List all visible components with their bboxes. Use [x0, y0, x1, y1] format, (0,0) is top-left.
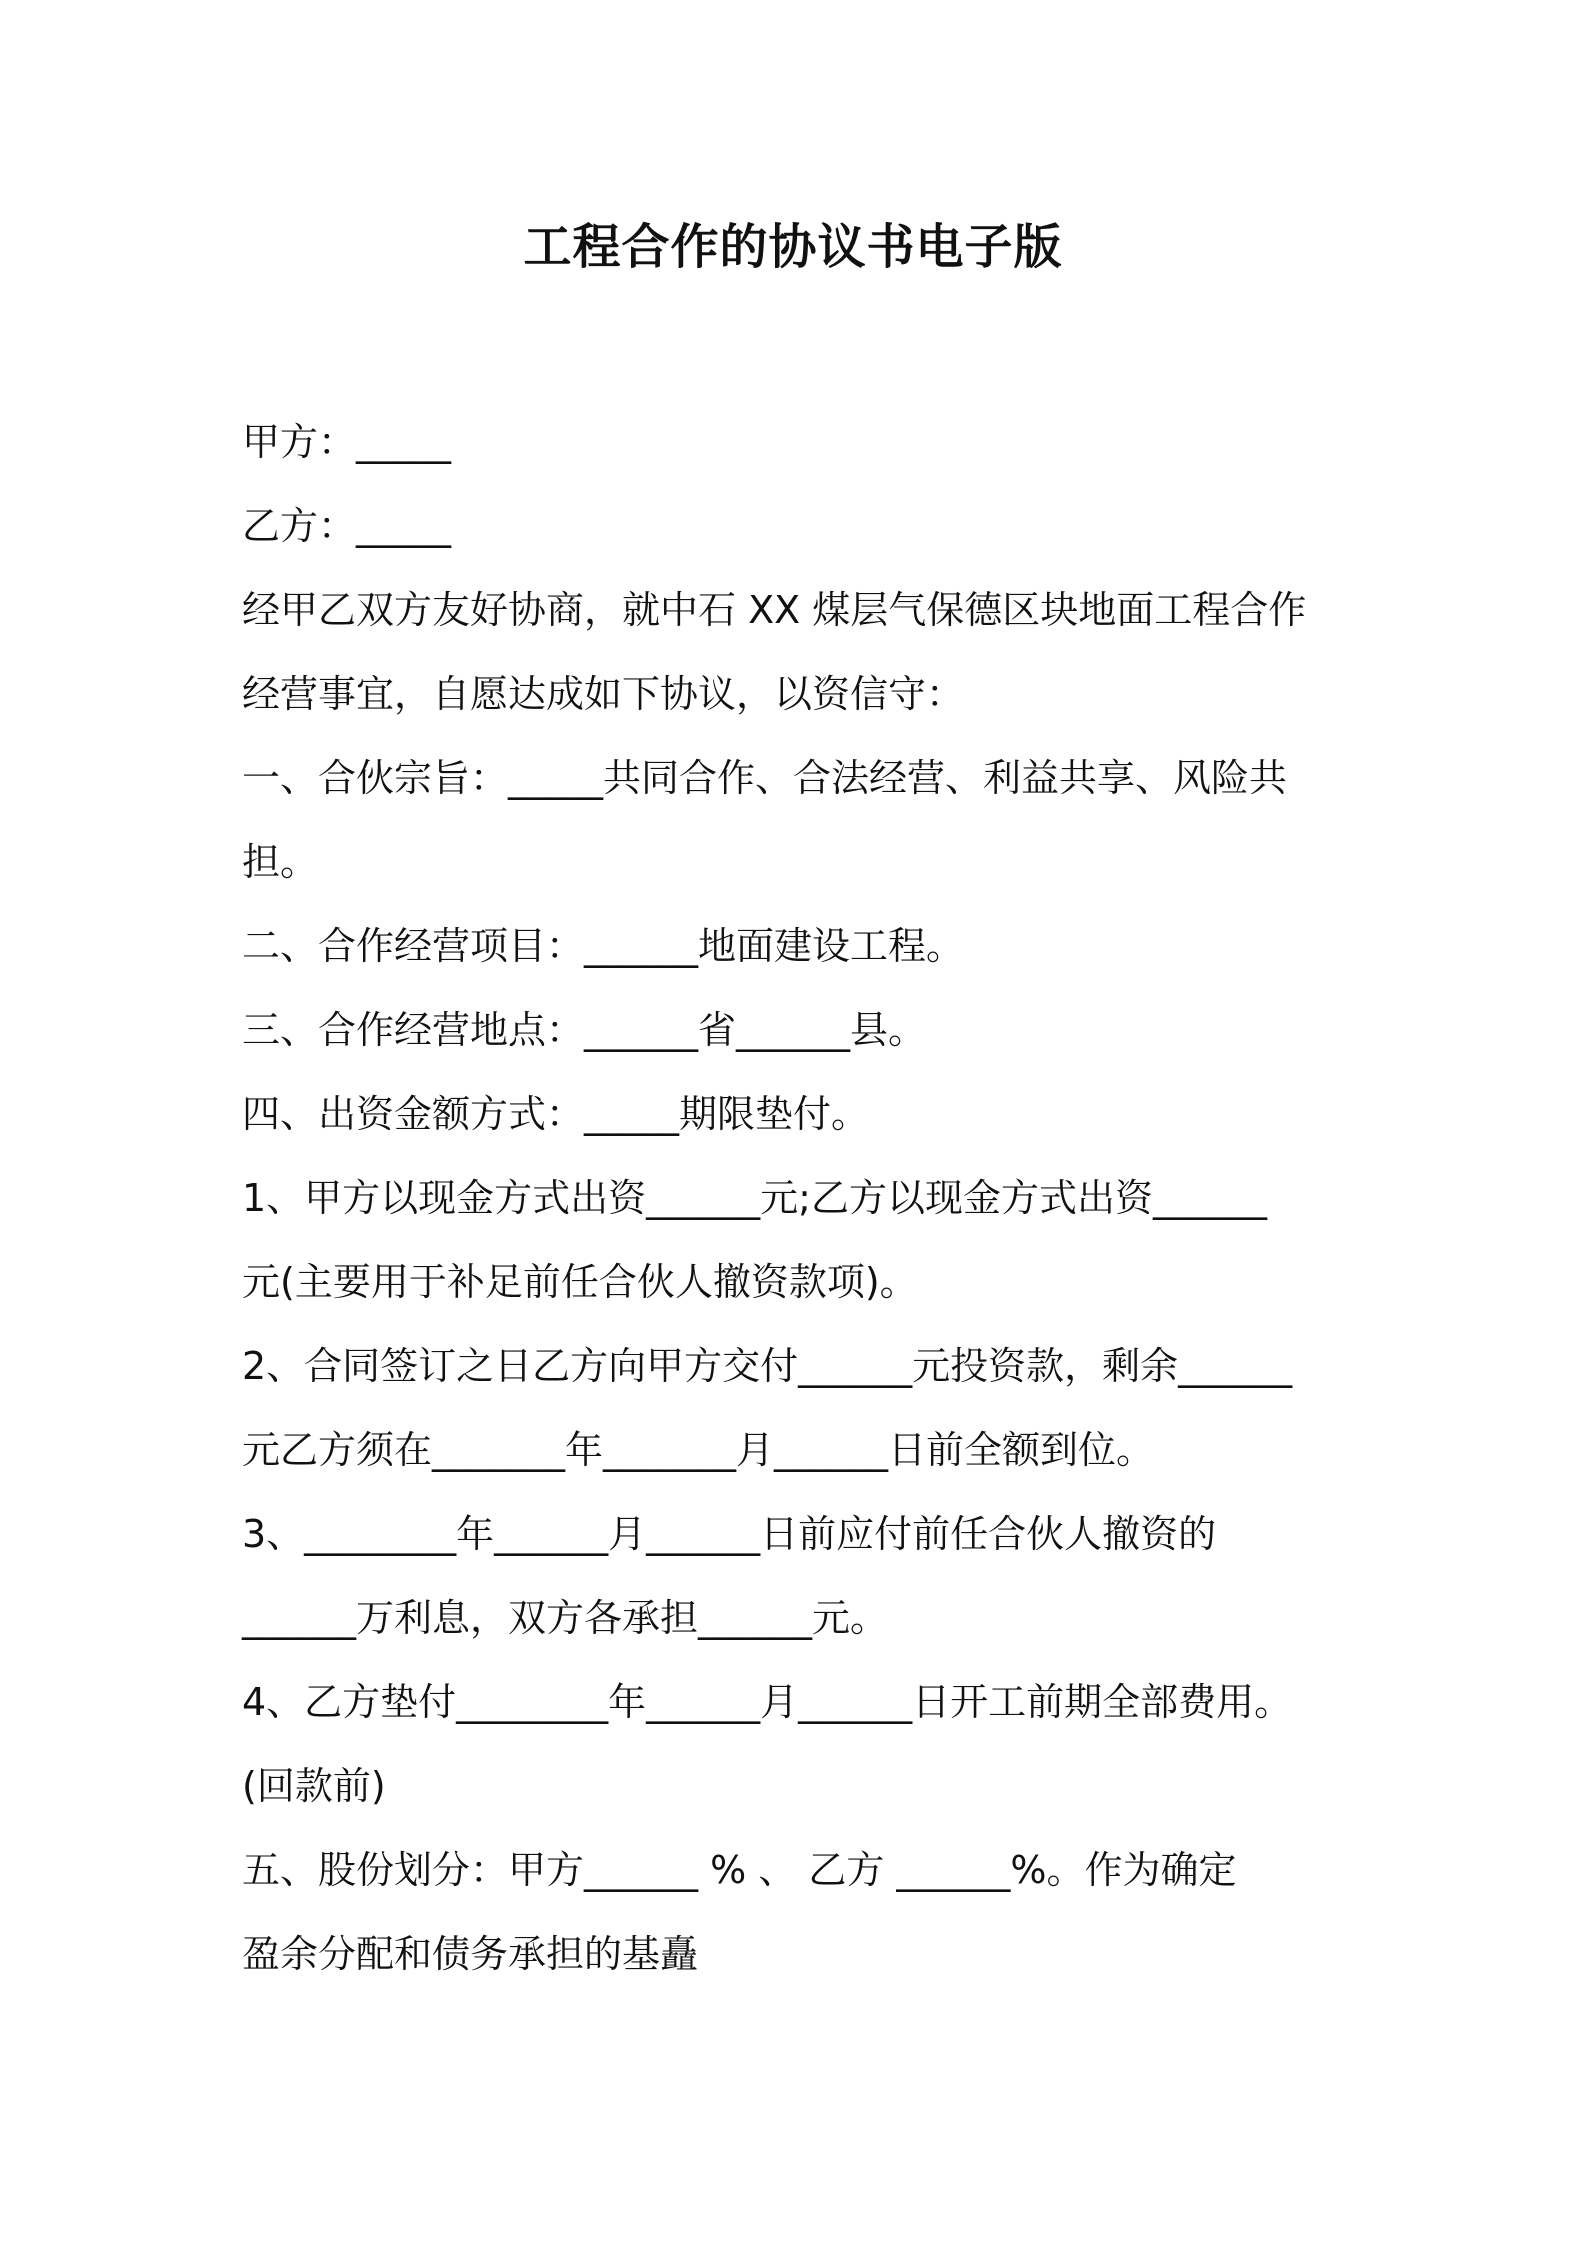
item-3-line-1: 3、________年______月______日前应付前任合伙人撤资的: [242, 1512, 1217, 1556]
clause-1-line-2: 担。: [242, 840, 319, 884]
item-4-line-2: (回款前): [242, 1764, 386, 1808]
item-2-line-1: 2、合同签订之日乙方向甲方交付______元投资款，剩余______: [242, 1344, 1293, 1388]
item-3-line-2: ______万利息，双方各承担______元。: [242, 1596, 889, 1640]
item-2-line-2: 元乙方须在_______年_______月______日前全额到位。: [242, 1428, 1155, 1472]
document-body: [242, 400, 1362, 1996]
clause-1-line-1: 一、合伙宗旨：_____共同合作、合法经营、利益共享、风险共: [242, 756, 1288, 800]
clause-3-line: 三、合作经营地点：______省______县。: [242, 1008, 927, 1052]
clause-4-line: 四、出资金额方式：_____期限垫付。: [242, 1092, 870, 1136]
clause-5-line-2: 盈余分配和债务承担的基矗: [242, 1932, 699, 1976]
item-1-line-1: 1、甲方以现金方式出资______元;乙方以现金方式出资______: [242, 1176, 1267, 1220]
item-1-line-2: 元(主要用于补足前任合伙人撤资款项)。: [242, 1260, 918, 1304]
clause-2-line: 二、合作经营项目：______地面建设工程。: [242, 924, 965, 968]
document-title: 工程合作的协议书电子版: [523, 219, 1063, 275]
item-4-line-1: 4、乙方垫付________年______月______日开工前期全部费用。: [242, 1680, 1293, 1724]
party-a-line: 甲方：_____: [242, 420, 452, 464]
intro-line-1: 经甲乙双方友好协商，就中石 XX 煤层气保德区块地面工程合作: [242, 588, 1307, 632]
clause-5-line-1: 五、股份划分：甲方______ % 、 乙方 ______%。作为确定: [242, 1848, 1237, 1892]
intro-line-2: 经营事宜，自愿达成如下协议，以资信守：: [242, 672, 965, 716]
party-b-line: 乙方：_____: [242, 504, 452, 548]
